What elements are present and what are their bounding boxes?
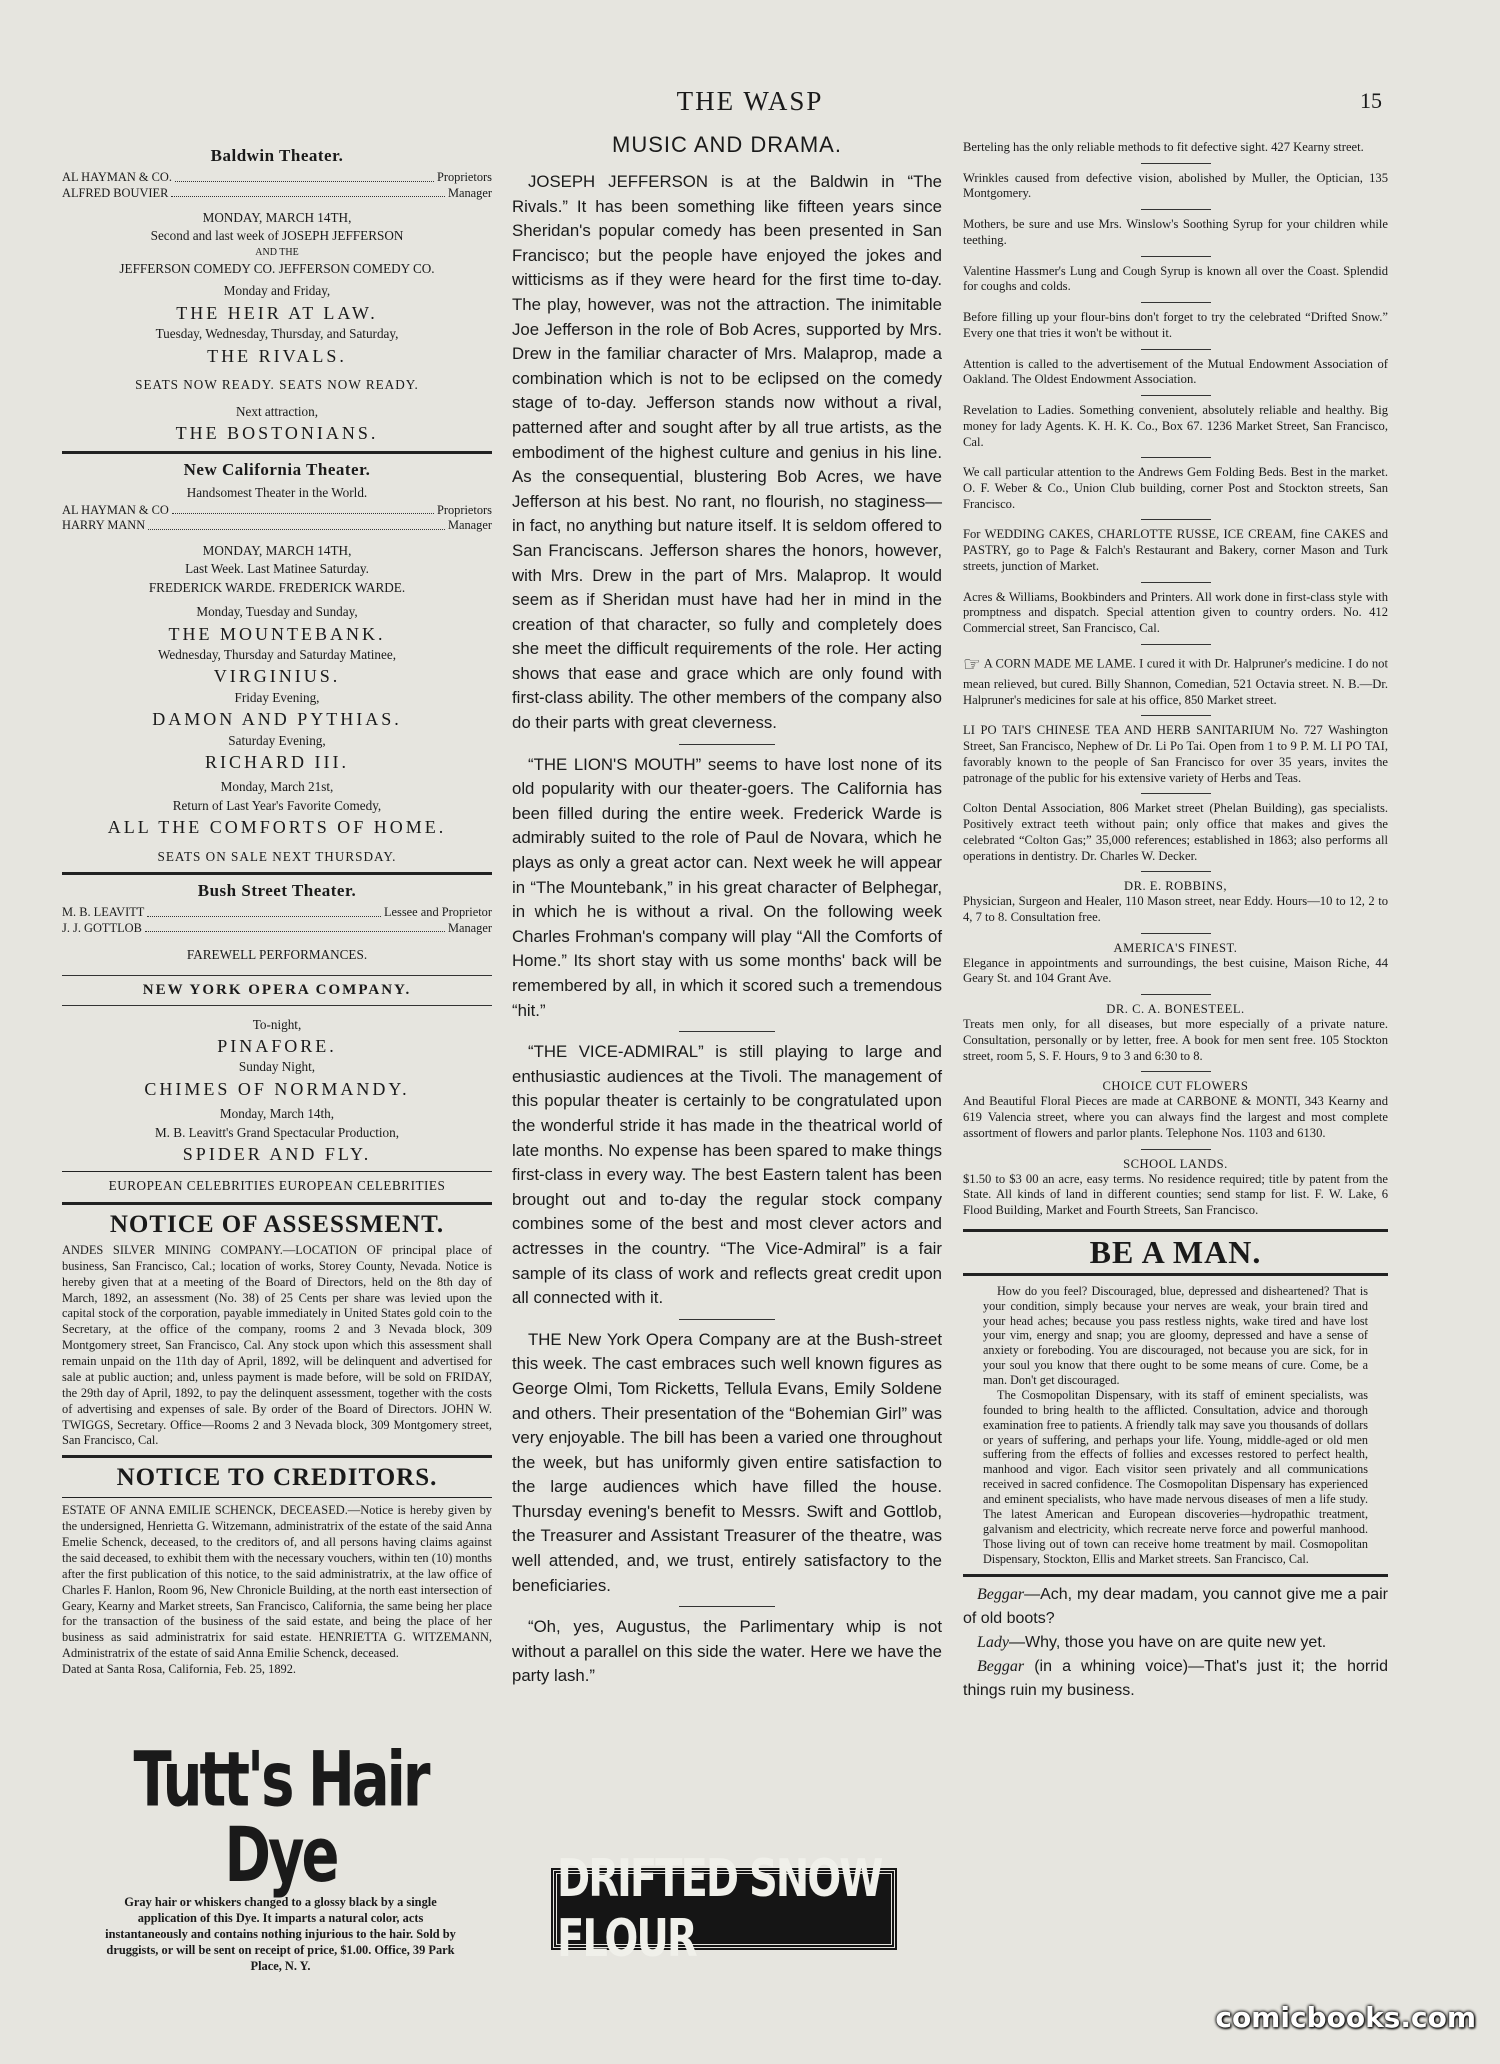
drifted-snow-flour-ad: DRIFTED SNOW FLOUR (553, 1870, 895, 1948)
advertisement: Revelation to Ladies. Something convenient, absolutely reliable and healthy. Big money for lady Agents. K. H. K. Co., Box 67. 1236 Market Street, San Francisco, Cal. (963, 403, 1388, 449)
california-line: SEATS ON SALE NEXT THURSDAY. (157, 848, 397, 864)
california-line: Wednesday, Thursday and Saturday Matinee, (157, 647, 397, 662)
creditors-dated: Dated at Santa Rosa, California, Feb. 25, 1892. (62, 1662, 297, 1677)
divider (1141, 302, 1211, 303)
baldwin-line: AND THE (255, 246, 299, 258)
bush-proprietor-row: M. B. LEAVITT Lessee and Proprietor (62, 905, 492, 920)
joke-line: Lady—Why, those you have on are quite new yet. (977, 1634, 1327, 1652)
bush-line: M. B. Leavitt's Grand Spectacular Production, (154, 1124, 400, 1140)
tutt-title: Tutt's Hair Dye (133, 1736, 428, 1900)
middle-column (512, 132, 942, 1689)
california-proprietor-row: AL HAYMAN & CO Proprietors (62, 502, 492, 517)
california-line: FREDERICK WARDE. FREDERICK WARDE. (148, 579, 406, 595)
article-paragraph: THE New York Opera Company are at the Bush-street this week. The cast embraces such well known figures as George Olmi, Tom Ricketts, Tellula Evans, Emily Soldene and others. Their presentation of the “Bohemian Girl” was very enjoyable. The bill has been a varied one throughout the week, but has uniformly given entire satisfaction to the large audiences which have filled the house. Thursday evening's benefit to Messrs. Swift and Gottlob, the Treasurer and Assistant Treasurer of the theatre, was well attended, and, we trust, entirely satisfactory to the beneficiaries. (512, 1329, 942, 1595)
tutts-hair-dye-ad (98, 1736, 463, 1974)
creditors-heading: NOTICE TO CREDITORS. (116, 1464, 438, 1492)
divider (1141, 1071, 1211, 1072)
baldwin-line: SEATS NOW READY. SEATS NOW READY. (135, 377, 419, 393)
advertisement: Physician, Surgeon and Healer, 110 Mason street, near Eddy. Hours—10 to 12, 2 to 4, 7 to 8. Consultation free. (963, 894, 1388, 924)
page-number: 15 (1360, 88, 1382, 113)
watermark: comicbooks.com (1215, 2001, 1476, 2034)
play-title: THE HEIR AT LAW. (176, 302, 378, 323)
bush-manager-row: J. J. GOTTLOB Manager (62, 920, 492, 935)
left-column (62, 140, 492, 1678)
california-line: Monday, Tuesday and Sunday, (196, 604, 358, 620)
ad-title: DR. C. A. BONESTEEL. (1106, 1002, 1245, 1017)
play-title: THE BOSTONIANS. (175, 422, 379, 443)
creditors-body: ESTATE OF ANNA EMILIE SCHENCK, DECEASED.—Notice is hereby given by the undersigned, Henrietta G. Witzemann, administratrix of the estate of the said Anna Emelie Schenck, deceased, to the creditors of, and all persons having claims against the said deceased, to exhibit them with the necessary vouchers, within ten (10) months after the first publication of this notice, to the said administratrix, at the law office of Charles F. Hanlon, Room 96, New Chronicle Building, at the north east intersection of Geary, Kearny and Market streets, San Francisco, California, the same being her place for the transaction of the business of the said estate, and being the place of her business as said administratrix for said estate. HENRIETTA G. WITZEMANN, Administratrix of the estate of said Anna Emilie Schenck, deceased. (62, 1503, 492, 1661)
divider (1141, 395, 1211, 396)
divider (1141, 871, 1211, 872)
california-manager-row: HARRY MANN Manager (62, 518, 492, 533)
play-title: ALL THE COMFORTS OF HOME. (107, 817, 447, 838)
advertisement: Treats men only, for all diseases, but more especially of a private nature. Consultation, personally or by letter, free. A book for men sent free. 105 Stockton street, room 5, S. F. Hours, 9 to 3 and 6:30 to 8. (963, 1017, 1388, 1063)
tutt-body: Gray hair or whiskers changed to a glossy black by a single application of this Dye. It imparts a natural color, acts instantaneously and contains nothing injurious to the hair. Sold by druggists, or will be sent on receipt of price, $1.00. Office, 39 Park Place, N. Y. (105, 1895, 456, 1973)
divider (679, 1031, 775, 1032)
joke-line: Beggar—Ach, my dear madam, you cannot give me a pair of old boots? (963, 1586, 1388, 1628)
divider (1141, 457, 1211, 458)
assessment-body: ANDES SILVER MINING COMPANY.—LOCATION OF principal place of business, San Francisco, Cal.; location of works, Storey County, Nevada. Notice is hereby given that at a meeting of the Board of Directors, held on the 8th day of March, 1892, an assessment (No. 38) of 25 Cents per share was levied upon the capital stock of the corporation, payable immediately in United States gold coin to the Secretary, at the office of the company, rooms 2 and 3 Nevada block, 309 Montgomery street, San Francisco, Cal. Any stock upon which this assessment shall remain unpaid on the 11th day of April, 1892, will be delinquent and advertised for sale at public auction; and, unless payment is made before, will be sold on FRIDAY, the 29th day of April, 1892, to pay the delinquent assessment, together with the costs of advertising and expenses of sale. By order of the Board of Directors. JOHN W. TWIGGS, Secretary. Office—Rooms 2 and 3 Nevada block, 309 Montgomery street, San Francisco, Cal. (62, 1242, 492, 1448)
advertisement: Berteling has the only reliable methods to fit defective sight. 427 Kearny street. (963, 140, 1364, 154)
divider (62, 1497, 492, 1498)
california-line: Friday Evening, (234, 689, 320, 705)
bush-line: Sunday Night, (238, 1059, 316, 1075)
baldwin-manager-row: ALFRED BOUVIER Manager (62, 185, 492, 200)
advertisement: Attention is called to the advertisement of the Mutual Endowment Association of Oakland. The Oldest Endowment Association. (963, 356, 1388, 387)
divider (1141, 933, 1211, 934)
advertisement: Wrinkles caused from defective vision, abolished by Muller, the Optician, 135 Montgomery. (963, 170, 1388, 201)
divider (1141, 715, 1211, 716)
baldwin-proprietor-row: AL HAYMAN & CO. Proprietors (62, 170, 492, 184)
article-paragraph: “THE VICE-ADMIRAL” is still playing to large and enthusiastic audiences at the Tivoli. The management of this popular theater is certainly to be congratulated upon the wonderful stride it has made in the theatrical world of late months. No expense has been spared to make things first-class in every way. The best Eastern talent has been brought out and to-day the regular stock company combines some of the best and most clever actors and actresses in the country. “The Vice-Admiral” is a fair sample of its class of work and reflects great credit upon all connected with it. (512, 1042, 942, 1308)
section-title: MUSIC AND DRAMA. (612, 132, 842, 157)
divider (62, 1455, 492, 1458)
divider (1141, 582, 1211, 583)
ad-title: SCHOOL LANDS. (1123, 1156, 1228, 1171)
divider (62, 1171, 492, 1172)
bush-line: Monday, March 14th, (219, 1106, 335, 1122)
divider (1141, 519, 1211, 520)
baldwin-line: Monday and Friday, (223, 283, 331, 299)
bush-line: FAREWELL PERFORMANCES. (186, 947, 368, 963)
divider (1141, 1149, 1211, 1150)
be-a-man-text: How do you feel? Discouraged, blue, depressed and disheartened? That is your condition, simply because your nerves are weak, your brain tired and your head aches; because you pass restless nights, wake tired and have lost your vim, energy and snap; you are gloomy, depressed and have a sense of anxiety or foreboding. You are discouraged, not because you are sick, for in your soul you know that there ought to be some means of cure. Come, be a man. Don't get discouraged. (983, 1283, 1368, 1388)
divider (963, 1574, 1388, 1577)
divider (62, 451, 492, 454)
advertisement: Mothers, be sure and use Mrs. Winslow's Soothing Syrup for your children while teething. (963, 217, 1388, 247)
california-line: MONDAY, MARCH 14TH, (202, 542, 352, 558)
advertisement: And Beautiful Floral Pieces are made at CARBONE & MONTI, 343 Kearny and 619 Valencia street, where you can always find the largest and most complete assortment of flowers and parlor plants. Telephone Nos. 1103 and 6130. (963, 1094, 1388, 1140)
masthead: THE WASP (676, 86, 824, 116)
divider (1141, 163, 1211, 164)
opera-company-banner: NEW YORK OPERA COMPANY. (62, 975, 492, 1006)
divider (1141, 644, 1211, 645)
joke-line: Beggar (in a whining voice)—That's just it; the horrid things ruin my business. (963, 1658, 1388, 1700)
bush-line: EUROPEAN CELEBRITIES EUROPEAN CELEBRITIES (108, 1178, 446, 1194)
ad-title: AMERICA'S FINEST. (1113, 940, 1238, 955)
california-line: Last Week. Last Matinee Saturday. (185, 561, 369, 577)
advertisement: Before filling up your flour-bins don't forget to try the celebrated “Drifted Snow.” Every one that tries it won't be without it. (963, 310, 1388, 340)
be-a-man-heading: BE A MAN. (963, 1229, 1388, 1276)
divider (1141, 793, 1211, 794)
advertisement: For WEDDING CAKES, CHARLOTTE RUSSE, ICE CREAM, fine CAKES and PASTRY, go to Page & Falch's Restaurant and Bakery, corner Mason and Turk streets, junction of Market. (963, 527, 1388, 573)
advertisement: We call particular attention to the Andrews Gem Folding Beds. Best in the market. O. F. Weber & Co., Union Club building, corner Post and Stockton streets, San Francisco. (963, 465, 1388, 511)
ad-title: DR. E. ROBBINS, (1123, 879, 1228, 894)
bush-theater-title: Bush Street Theater. (197, 881, 357, 901)
divider (62, 1202, 492, 1205)
article-paragraph: “Oh, yes, Augustus, the Parlimentary whip is not without a parallel on this side the water. Here we have the party lash.” (512, 1617, 942, 1686)
bush-line: To-night, (252, 1016, 302, 1032)
california-theater-title: New California Theater. (183, 460, 371, 480)
divider (679, 1319, 775, 1320)
advertisement: Valentine Hassmer's Lung and Cough Syrup is known all over the Coast. Splendid for coughs and colds. (963, 263, 1388, 294)
play-title: SPIDER AND FLY. (182, 1144, 372, 1165)
baldwin-line: Second and last week of JOSEPH JEFFERSON (150, 228, 404, 244)
divider (679, 744, 775, 745)
divider (1141, 994, 1211, 995)
california-line: Monday, March 21st, (220, 779, 334, 795)
divider (1141, 256, 1211, 257)
advertisement: Elegance in appointments and surroundings, the best cuisine, Maison Riche, 44 Geary St. and 104 Grant Ave. (963, 955, 1388, 986)
divider (679, 1606, 775, 1607)
california-line: Saturday Evening, (228, 732, 326, 748)
corn-advertisement: ☞ A CORN MADE ME LAME. I cured it with Dr. Halpruner's medicine. I do not mean relieved, but cured. Billy Shannon, Comedian, 521 Octavia street. N. B.—Dr. Halpruner's medicines for sale at his office, 850 Market street. (963, 651, 1388, 707)
be-a-man-text: The Cosmopolitan Dispensary, with its staff of eminent specialists, was founded to bring health to the afflicted. Consultation, advice and thorough examination free to patients. A friendly talk may save you thousands of dollars or years of suffering, and perhaps your life. Young, middle-aged or old men suffering from the effects of follies and excesses restored to perfect health, manhood and vigor. Each visitor seen privately and all communications received in sacred confidence. The Cosmopolitan Dispensary has experienced and eminent specialists, who have made nervous diseases of men a life study. The latest American and European discoveries—hydropathic treatment, galvanism and electricity, which recreate nerve force and powerful manhood. Those living out of town can receive home treatment by mail. Cosmopolitan Dispensary, Stockton, Ellis and Market streets. San Francisco, Cal. (983, 1387, 1368, 1566)
article-paragraph: JOSEPH JEFFERSON is at the Baldwin in “The Rivals.” It has been something like fifteen years since Sheridan's popular comedy has been presented in San Francisco; but the people have enjoyed the jokes and witticisms as if they were heard for the first time to-day. The play, however, was not the attraction. The inimitable Joe Jefferson in the role of Bob Acres, supported by Mrs. Drew in the familiar character of Mrs. Malaprop, made a combination which is not to be eclipsed on the comedy stage of to-day. Jefferson stands now without a rival, patterned after and sought after by all true artists, as the embodiment of the highest culture and genius in his line. As the consequential, blustering Bob Acres, we have Jefferson at his best. No rant, no flourish, no staginess—in fact, no anything but nature itself. It is seldom offered to San Franciscans. Jefferson shares the honors, however, with Mrs. Drew in the part of Mrs. Malaprop. It would seem as if Sheridan must have had her in mind in the creation of that character, so fully and completely does she meet the difficult requirements of the role. Her acting shows that ease and grace which are only found with first-class ability. The other members of the company also do their parts with great cleverness. (512, 172, 942, 733)
advertisement: $1.50 to $3 00 an acre, easy terms. No residence required; title by patent from the State. All kinds of land in different counties; send stamp for list. F. W. Lake, 6 Flood Building, Market and Fourth Streets, San Francisco. (963, 1171, 1388, 1218)
play-title: VIRGINIUS. (213, 666, 341, 687)
article-paragraph: “THE LION'S MOUTH” seems to have lost none of its old popularity with our theater-goers. The California has been filled during the entire week. Frederick Warde is admirably suited to the role of Paul de Novara, which he plays as only a great actor can. Next week he will appear in “The Mountebank,” in his great character of Belphegar, in which he is without a rival. On the following week Charles Frohman's company will play “All the Comforts of Home.” Its short stay with us some months' back will be remembered by all, in which it scored such a tremendous “hit.” (512, 754, 942, 1020)
california-line: Handsomest Theater in the World. (186, 485, 368, 501)
play-title: DAMON AND PYTHIAS. (152, 709, 402, 730)
california-line: Return of Last Year's Favorite Comedy, (172, 797, 382, 813)
advertisement: Colton Dental Association, 806 Market street (Phelan Building), gas specialists. Positively extract teeth without pain; only office that makes and gives the celebrated “Colton Gas;” 35,000 references; established in 1863; also performs all operations in dentistry. Dr. Charles W. Decker. (963, 801, 1388, 863)
play-title: THE RIVALS. (207, 345, 347, 366)
play-title: RICHARD III. (205, 752, 349, 773)
baldwin-theater-title: Baldwin Theater. (210, 146, 344, 165)
divider (62, 872, 492, 875)
baldwin-line: JEFFERSON COMEDY CO. JEFFERSON COMEDY CO. (119, 260, 435, 276)
assessment-heading: NOTICE OF ASSESSMENT. (109, 1210, 445, 1238)
advertisement: Acres & Williams, Bookbinders and Printers. All work done in first-class style with promptness and dispatch. Special attention given to country orders. No. 412 Commercial street, San Francisco, Cal. (963, 589, 1388, 636)
pointing-hand-icon: ☞ (963, 651, 981, 676)
baldwin-line: Tuesday, Wednesday, Thursday, and Saturday, (155, 326, 399, 342)
baldwin-line: Next attraction, (235, 403, 319, 419)
divider (1141, 349, 1211, 350)
ad-title: CHOICE CUT FLOWERS (1102, 1079, 1249, 1094)
right-column (963, 140, 1388, 1703)
baldwin-date: MONDAY, MARCH 14TH, (202, 210, 352, 225)
play-title: THE MOUNTEBANK. (168, 623, 386, 644)
divider (1141, 209, 1211, 210)
play-title: CHIMES OF NORMANDY. (144, 1078, 410, 1099)
advertisement: LI PO TAI'S CHINESE TEA AND HERB SANITARIUM No. 727 Washington Street, San Francisco, Nephew of Dr. Li Po Tai. Open from 1 to 9 P. M. LI PO TAI, favorably known to the people of San Francisco for over 35 years, invites the patronage of the public for his extensive variety of Herbs and Teas. (963, 723, 1388, 785)
play-title: PINAFORE. (217, 1036, 337, 1057)
